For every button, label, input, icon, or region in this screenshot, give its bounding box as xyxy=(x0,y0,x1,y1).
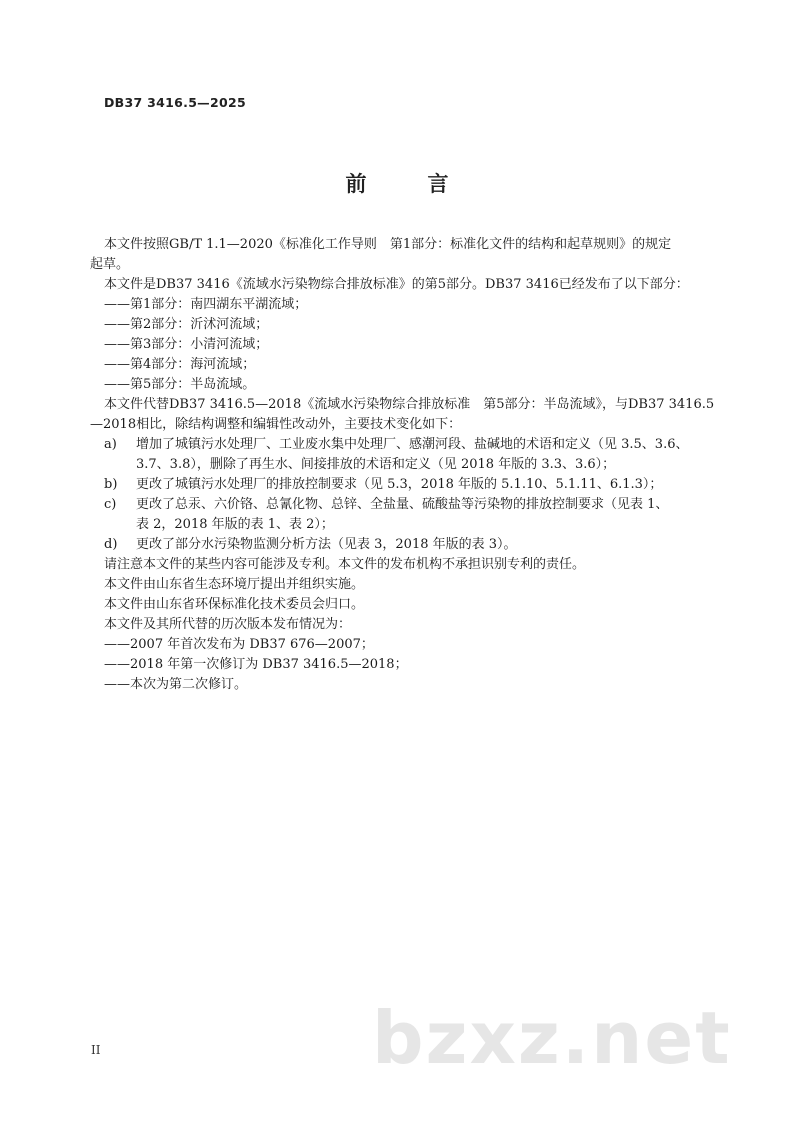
list-item: ——2007 年首次发布为 DB37 676—2007； xyxy=(104,637,374,652)
list-item: ——第3部分：小清河流域； xyxy=(104,337,269,352)
paragraph-line: 本文件及其所代替的历次版本发布情况为： xyxy=(104,617,352,632)
list-item: ——本次为第二次修订。 xyxy=(104,677,248,692)
paragraph-line: 本文件代替DB37 3416.5—2018《流域水污染物综合排放标准 第5部分：半岛流域》，与DB37 3416.5 xyxy=(104,397,715,412)
change-mark: d) xyxy=(104,537,118,552)
change-item xyxy=(104,495,704,535)
change-line: 更改了城镇污水处理厂的排放控制要求（见 5.3，2018 年版的 5.1.10、5.1.11、6.1.3）； xyxy=(136,477,663,492)
watermark: bzxz.net xyxy=(372,996,732,1080)
paragraph-line: 本文件由山东省环保标准化技术委员会归口。 xyxy=(104,597,365,612)
list-item: ——第4部分：海河流域； xyxy=(104,357,256,372)
change-line: 表 2，2018 年版的表 1、表 2）； xyxy=(136,517,334,532)
page-number: II xyxy=(91,1043,101,1057)
change-item xyxy=(104,475,704,495)
change-line: 增加了城镇污水处理厂、工业废水集中处理厂、感潮河段、盐碱地的术语和定义（见 3.5、3.6、 xyxy=(136,437,689,452)
paragraph-line: 本文件是DB37 3416《流域水污染物综合排放标准》的第5部分。DB37 3416已经发布了以下部分： xyxy=(104,277,689,292)
change-mark: a) xyxy=(104,437,117,452)
change-line: 3.7、3.8），删除了再生水、间接排放的术语和定义（见 2018 年版的 3.3、3.6）； xyxy=(136,457,616,472)
change-mark: c) xyxy=(104,497,117,512)
foreword-body xyxy=(90,235,715,695)
change-item xyxy=(104,535,704,555)
change-mark: b) xyxy=(104,477,118,492)
list-item: ——第2部分：沂沭河流域； xyxy=(104,317,269,332)
paragraph-line: —2018相比，除结构调整和编辑性改动外，主要技术变化如下： xyxy=(90,417,462,432)
change-item xyxy=(104,435,704,475)
paragraph-line: 本文件按照GB/T 1.1—2020《标准化工作导则 第1部分：标准化文件的结构和起草规则》的规定 xyxy=(104,237,672,252)
list-item: ——2018 年第一次修订为 DB37 3416.5—2018； xyxy=(104,657,408,672)
list-item: ——第5部分：半岛流域。 xyxy=(104,377,256,392)
document-code: DB37 3416.5—2025 xyxy=(104,95,246,110)
paragraph-line: 起草。 xyxy=(90,257,130,272)
list-item: ——第1部分：南四湖东平湖流域； xyxy=(104,297,308,312)
change-line: 更改了总汞、六价铬、总氰化物、总锌、全盐量、硫酸盐等污染物的排放控制要求（见表 1、 xyxy=(136,497,669,512)
paragraph-line: 本文件由山东省生态环境厅提出并组织实施。 xyxy=(104,577,365,592)
page-title: 前 言 xyxy=(345,172,469,196)
paragraph-line: 请注意本文件的某些内容可能涉及专利。本文件的发布机构不承担识别专利的责任。 xyxy=(104,557,586,572)
change-line: 更改了部分水污染物监测分析方法（见表 3，2018 年版的表 3）。 xyxy=(136,537,517,552)
